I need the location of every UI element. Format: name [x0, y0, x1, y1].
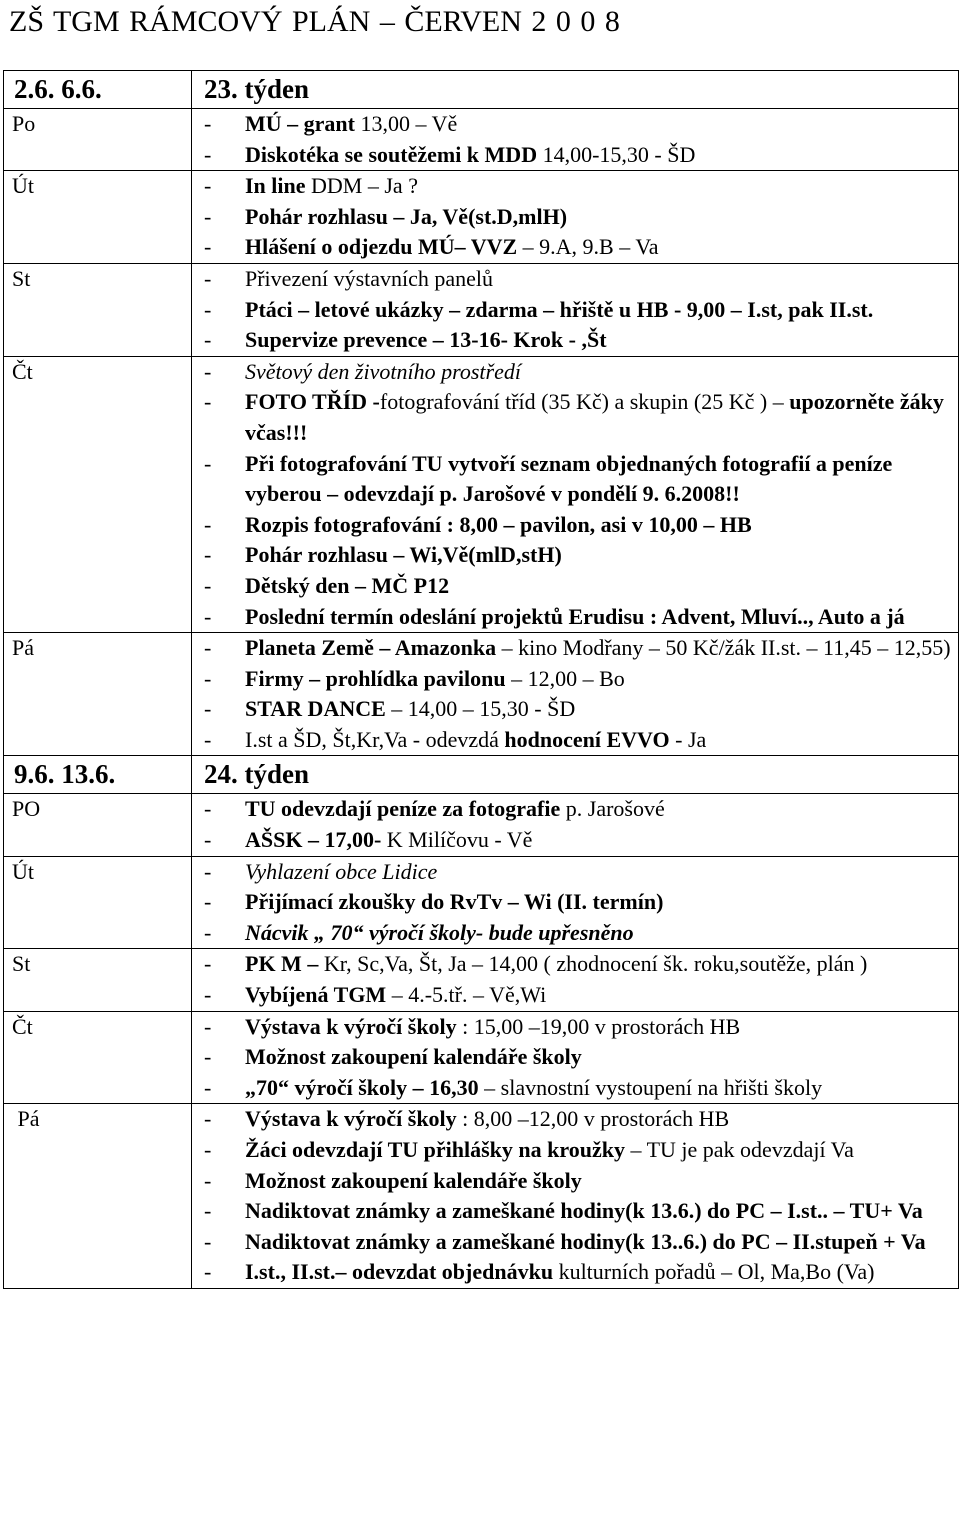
day-label: Po	[4, 109, 192, 171]
event-text: DDM – Ja ?	[305, 173, 418, 199]
event-text: – slavnostní vystoupení na hřišti školy	[478, 1074, 823, 1100]
event-item	[192, 1042, 958, 1073]
event-item	[192, 1257, 958, 1288]
day-row	[4, 263, 959, 356]
event-text: – kino Modřany – 50 Kč/žák II.st. – 11,45 – 12,55)	[496, 635, 951, 661]
event-text: Ptáci – letové ukázky – zdarma – hřiště u HB - 9,00 – I.st, pak II.st.	[245, 296, 874, 322]
event-text: - Ja	[669, 726, 707, 752]
bullet-dash: -	[204, 858, 212, 884]
day-events	[192, 794, 959, 856]
event-item	[192, 1135, 958, 1166]
event-item	[192, 232, 958, 263]
event-item	[192, 171, 958, 202]
day-events	[192, 949, 959, 1011]
event-item	[192, 140, 958, 171]
bullet-dash: -	[204, 265, 212, 291]
day-events	[192, 1011, 959, 1104]
bullet-dash: -	[204, 450, 212, 476]
event-item	[192, 1196, 958, 1227]
event-item	[192, 825, 958, 856]
day-row	[4, 794, 959, 856]
day-events	[192, 856, 959, 949]
day-events	[192, 1104, 959, 1289]
day-label: Pá	[4, 1104, 192, 1289]
bullet-dash: -	[204, 1228, 212, 1254]
event-item	[192, 571, 958, 602]
event-item	[192, 387, 958, 448]
event-text: FOTO TŘÍD -	[245, 389, 380, 415]
day-events	[192, 356, 959, 632]
bullet-dash: -	[204, 1137, 212, 1162]
event-text: STAR DANCE	[245, 696, 386, 722]
day-events	[192, 109, 959, 171]
event-text: Rozpis fotografování : 8,00 – pavilon, asi v 10,00 – HB	[245, 511, 752, 537]
event-item	[192, 264, 958, 295]
event-text: Hlášení o odjezdu MÚ– VVZ	[245, 234, 518, 260]
day-label: St	[4, 263, 192, 356]
bullet-dash: -	[204, 511, 212, 537]
day-row	[4, 856, 959, 949]
event-item	[192, 918, 958, 949]
event-item	[192, 109, 958, 140]
event-text: – 9.A, 9.B – Va	[517, 234, 659, 260]
day-label: Čt	[4, 356, 192, 632]
day-label: Pá	[4, 633, 192, 756]
day-events	[192, 263, 959, 356]
event-item	[192, 295, 958, 326]
event-item	[192, 325, 958, 356]
week-label: 24. týden	[192, 756, 959, 794]
event-text: MÚ – grant	[245, 111, 355, 136]
day-events	[192, 633, 959, 756]
event-text: hodnocení EVVO	[504, 726, 670, 752]
bullet-dash: -	[204, 665, 212, 691]
event-item	[192, 887, 958, 918]
bullet-dash: -	[204, 234, 212, 260]
event-item	[192, 1012, 958, 1043]
event-item	[192, 794, 958, 825]
day-label: Čt	[4, 1011, 192, 1104]
day-events	[192, 171, 959, 264]
event-text: „70“ výročí školy – 16,30	[245, 1074, 479, 1100]
event-text: Dětský den – MČ P12	[245, 572, 450, 598]
week-dates: 2.6. 6.6.	[4, 71, 192, 109]
event-text: : 15,00 –19,00 v prostorách HB	[456, 1013, 741, 1039]
event-text: Výstava k výročí školy	[245, 1106, 457, 1132]
event-text: Možnost zakoupení kalendáře školy	[245, 1167, 582, 1193]
bullet-dash: -	[204, 696, 212, 722]
event-text: Poslední termín odeslání projektů Erudisu : Advent, Mluví.., Auto a já	[245, 603, 905, 629]
bullet-dash: -	[204, 542, 212, 568]
bullet-dash: -	[204, 111, 212, 136]
bullet-dash: -	[204, 1013, 212, 1039]
day-row	[4, 109, 959, 171]
event-text: Pohár rozhlasu – Wi,Vě(mlD,stH)	[245, 542, 562, 568]
event-text: 14,00-15,30 - ŠD	[537, 141, 696, 167]
event-text: Supervize prevence – 13-16- Krok - ,Št	[245, 327, 607, 353]
event-text: TU odevzdají peníze za fotografie	[245, 796, 561, 822]
bullet-dash: -	[204, 296, 212, 322]
day-label: Út	[4, 856, 192, 949]
bullet-dash: -	[204, 982, 212, 1008]
event-text: Možnost zakoupení kalendáře školy	[245, 1044, 582, 1070]
bullet-dash: -	[204, 572, 212, 598]
event-text: Planeta Země – Amazonka	[245, 635, 497, 661]
event-item	[192, 510, 958, 541]
week-dates: 9.6. 13.6.	[4, 756, 192, 794]
bullet-dash: -	[204, 827, 212, 853]
bullet-dash: -	[204, 358, 212, 384]
event-text: – 14,00 – 15,30 - ŠD	[385, 696, 576, 722]
event-item	[192, 857, 958, 888]
bullet-dash: -	[204, 919, 212, 945]
day-label: Út	[4, 171, 192, 264]
day-label: PO	[4, 794, 192, 856]
week-header-row	[4, 71, 959, 109]
event-text: upozorněte žáky včas!!!	[245, 389, 944, 445]
bullet-dash: -	[204, 726, 212, 752]
event-item	[192, 540, 958, 571]
event-text: K Milíčovu - Vě	[381, 827, 533, 853]
event-item	[192, 725, 958, 756]
event-text: fotografování tříd (35 Kč) a skupin (25 Kč ) –	[379, 389, 790, 415]
event-text: Nadiktovat známky a zameškané hodiny(k 13..6.) do PC – II.stupeň + Va	[245, 1228, 926, 1254]
bullet-dash: -	[204, 796, 212, 822]
day-row	[4, 356, 959, 632]
event-text: – 12,00 – Bo	[505, 665, 625, 691]
event-item	[192, 1166, 958, 1197]
bullet-dash: -	[204, 1167, 212, 1193]
event-item	[192, 1073, 958, 1104]
event-item	[192, 449, 958, 510]
event-text: PK M –	[245, 951, 319, 977]
event-item	[192, 602, 958, 633]
event-text: – TU je pak odevzdají Va	[624, 1137, 854, 1162]
bullet-dash: -	[204, 327, 212, 353]
event-text: Nadiktovat známky a zameškané hodiny(k 13.6.) do PC – I.st.. – TU+ Va	[245, 1198, 923, 1224]
event-text: 13,00 – Vě	[354, 111, 458, 136]
day-label: St	[4, 949, 192, 1011]
event-item	[192, 664, 958, 695]
event-item	[192, 694, 958, 725]
event-text: Přivezení výstavních panelů	[245, 265, 494, 291]
event-item	[192, 633, 958, 664]
bullet-dash: -	[204, 1259, 212, 1285]
bullet-dash: -	[204, 389, 212, 415]
bullet-dash: -	[204, 141, 212, 167]
day-row	[4, 1104, 959, 1289]
event-text: : 8,00 –12,00 v prostorách HB	[456, 1106, 730, 1132]
bullet-dash: -	[204, 889, 212, 915]
document-title: ZŠ TGM RÁMCOVÝ PLÁN – ČERVEN 2 0 0 8	[9, 5, 620, 38]
event-text: Pohár rozhlasu – Ja, Vě(st.D,mlH)	[245, 203, 568, 229]
bullet-dash: -	[204, 603, 212, 629]
day-row	[4, 1011, 959, 1104]
event-text: Výstava k výročí školy	[245, 1013, 457, 1039]
bullet-dash: -	[204, 635, 212, 661]
schedule-table	[3, 70, 959, 1289]
bullet-dash: -	[204, 173, 212, 199]
event-text: Nácvik „ 70“ výročí školy- bude upřesněno	[245, 919, 634, 945]
event-item	[192, 980, 958, 1011]
event-item	[192, 357, 958, 388]
event-text: Vyhlazení obce Lidice	[245, 858, 438, 884]
day-row	[4, 633, 959, 756]
schedule-body	[4, 71, 959, 1289]
event-text: I.st a ŠD, Št,Kr,Va - odevzdá	[245, 726, 505, 752]
event-text: Diskotéka se soutěžemi k MDD	[245, 141, 538, 167]
bullet-dash: -	[204, 1198, 212, 1224]
event-text: Světový den životního prostředí	[245, 358, 521, 384]
event-item	[192, 202, 958, 233]
event-text: Kr, Sc,Va, Št, Ja – 14,00 ( zhodnocení šk. roku,soutěže, plán )	[318, 951, 868, 977]
bullet-dash: -	[204, 203, 212, 229]
event-text: Přijímací zkoušky do RvTv – Wi (II. termín)	[245, 889, 664, 915]
week-header-row	[4, 756, 959, 794]
event-item	[192, 949, 958, 980]
event-item	[192, 1227, 958, 1258]
week-label: 23. týden	[192, 71, 959, 109]
event-text: p. Jarošové	[560, 796, 665, 822]
bullet-dash: -	[204, 1106, 212, 1132]
bullet-dash: -	[204, 1074, 212, 1100]
event-text: Žáci odevzdají TU přihlášky na kroužky	[245, 1137, 625, 1162]
event-item	[192, 1104, 958, 1135]
event-text: I.st., II.st.– odevzdat objednávku	[245, 1259, 554, 1285]
bullet-dash: -	[204, 1044, 212, 1070]
event-text: AŠSK – 17,00-	[245, 827, 382, 853]
event-text: Vybíjená TGM	[245, 982, 387, 1008]
bullet-dash: -	[204, 951, 212, 977]
event-text: Firmy – prohlídka pavilonu	[245, 665, 506, 691]
event-text: Při fotografování TU vytvoří seznam objednaných fotografií a peníze vyberou – odevzdají p. Jarošové v pondělí 9. 6.2008!!	[245, 450, 893, 507]
event-text: kulturních pořadů – Ol, Ma,Bo (Va)	[553, 1259, 875, 1285]
event-text: In line	[245, 173, 306, 199]
event-text: – 4.-5.tř. – Vě,Wi	[386, 982, 547, 1008]
day-row	[4, 171, 959, 264]
day-row	[4, 949, 959, 1011]
